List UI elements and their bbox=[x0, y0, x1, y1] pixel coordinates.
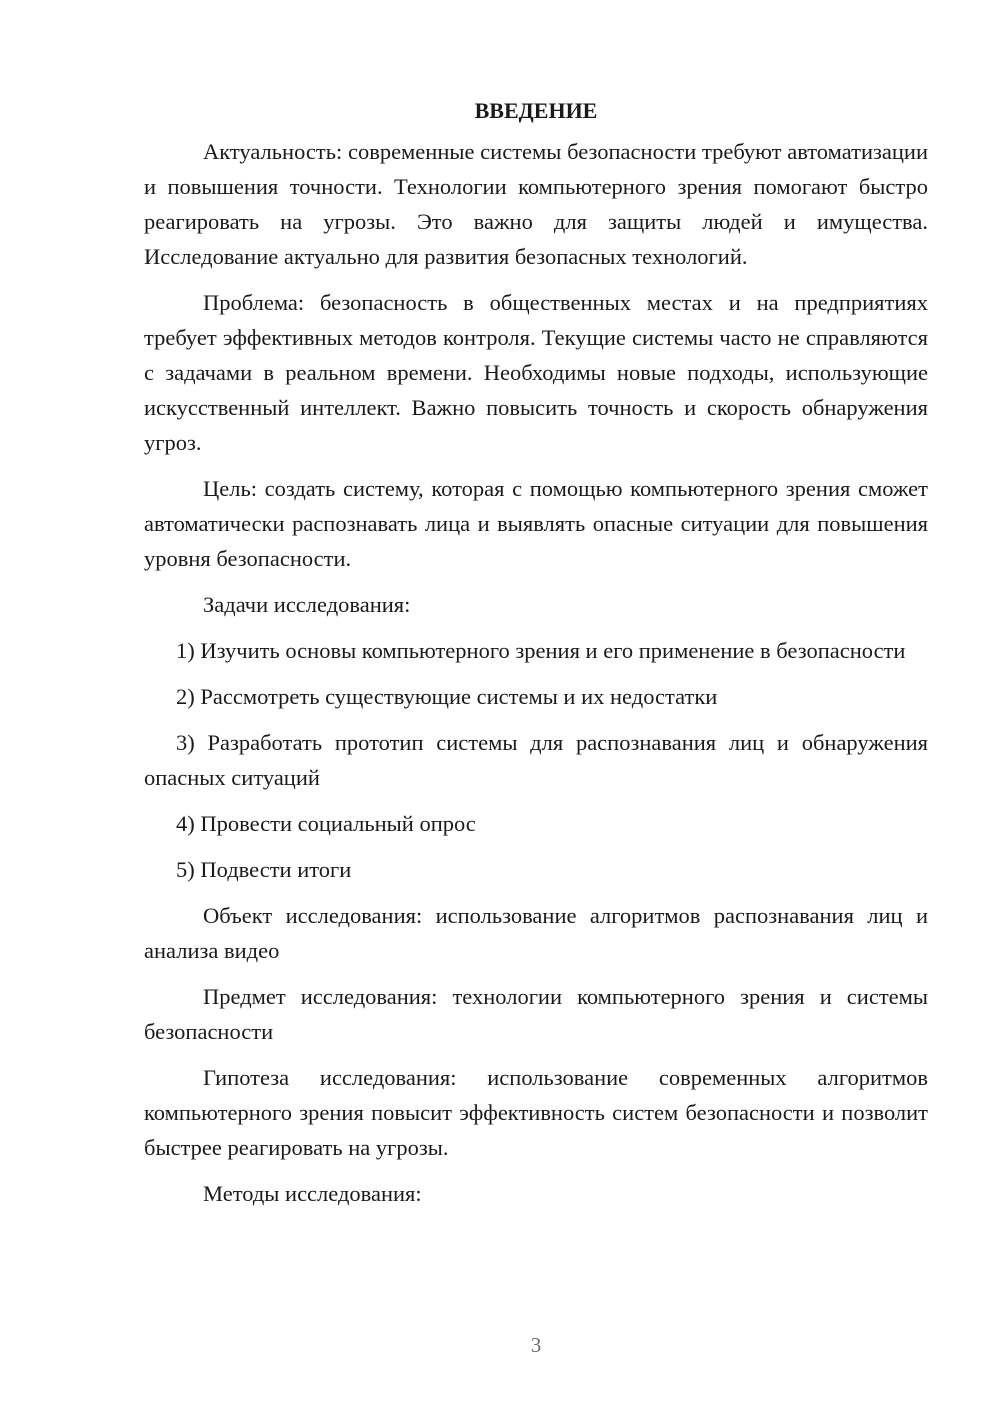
relevance-paragraph: Актуальность: современные системы безопасности требуют автоматизации и повышения точности. Технологии компьютерного зрения помогают быстро реагировать на угрозы. Это важно для защиты людей и имущества. Исследование актуально для развития безопасных технологий. bbox=[144, 139, 928, 269]
object-paragraph: Объект исследования: использование алгоритмов распознавания лиц и анализа видео bbox=[144, 903, 928, 963]
methods-title: Методы исследования: bbox=[203, 1181, 422, 1206]
section-heading: ВВЕДЕНИЕ bbox=[474, 98, 598, 123]
hypothesis-paragraph: Гипотеза исследования: использование современных алгоритмов компьютерного зрения повысит эффективность систем безопасности и позволит быстрее реагировать на угрозы. bbox=[144, 1065, 928, 1160]
subject-paragraph: Предмет исследования: технологии компьютерного зрения и системы безопасности bbox=[144, 984, 928, 1044]
task-item: 2) Рассмотреть существующие системы и их недостатки bbox=[176, 684, 718, 709]
goal-paragraph: Цель: создать систему, которая с помощью компьютерного зрения сможет автоматически распознавать лица и выявлять опасные ситуации для повышения уровня безопасности. bbox=[144, 476, 928, 571]
problem-paragraph: Проблема: безопасность в общественных местах и на предприятиях требует эффективных методов контроля. Текущие системы часто не справляются с задачами в реальном времени. Необходимы новые подходы, использующие искусственный интеллект. Важно повысить точность и скорость обнаружения угроз. bbox=[144, 290, 928, 455]
tasks-title: Задачи исследования: bbox=[203, 592, 411, 617]
page-content bbox=[144, 93, 928, 1211]
task-item: 4) Провести социальный опрос bbox=[176, 811, 476, 836]
task-item: 1) Изучить основы компьютерного зрения и его применение в безопасности bbox=[176, 638, 906, 663]
task-item: 3) Разработать прототип системы для распознавания лиц и обнаружения опасных ситуаций bbox=[144, 730, 928, 790]
task-item: 5) Подвести итоги bbox=[176, 857, 352, 882]
page-number: 3 bbox=[530, 1333, 542, 1357]
